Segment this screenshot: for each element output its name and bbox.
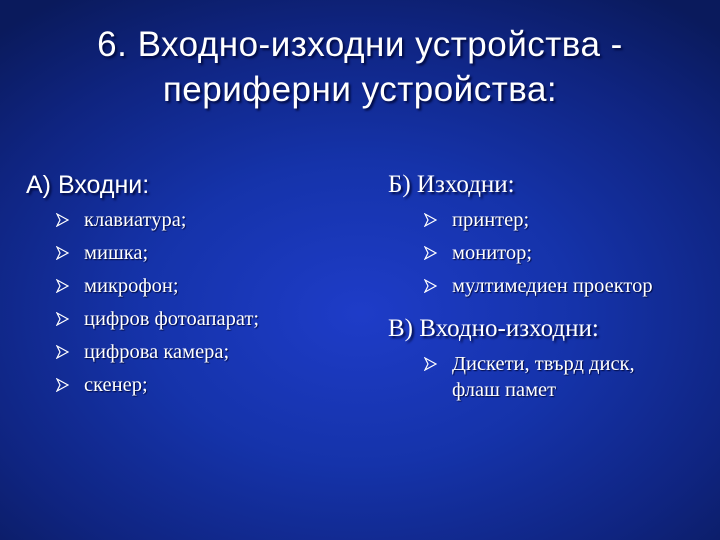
arrow-bullet-icon	[424, 240, 440, 266]
list-item-text: монитор;	[452, 242, 533, 264]
slide-title-line-1: 6. Входно-изходни устройства -	[97, 25, 623, 64]
slide-title	[20, 22, 700, 112]
list-item	[56, 273, 346, 299]
list-item	[424, 207, 714, 233]
list-item	[424, 273, 714, 299]
list-item	[56, 372, 346, 398]
arrow-bullet-icon	[56, 240, 72, 266]
arrow-bullet-icon	[424, 273, 440, 299]
list-item-text: мултимедиен проектор	[452, 275, 653, 297]
arrow-bullet-icon	[56, 339, 72, 365]
input-devices-list	[56, 207, 346, 405]
list-item-text: скенер;	[84, 374, 148, 396]
list-item-text: микрофон;	[84, 275, 179, 297]
arrow-bullet-icon	[56, 306, 72, 332]
list-item	[56, 306, 346, 332]
list-item	[56, 240, 346, 266]
slide-title-line-2: периферни устройства:	[162, 70, 558, 109]
output-devices-heading: Б) Изходни:	[388, 171, 515, 198]
arrow-bullet-icon	[424, 207, 440, 233]
io-devices-list	[424, 351, 674, 410]
list-item	[56, 207, 346, 233]
arrow-bullet-icon	[56, 273, 72, 299]
input-devices-heading: А) Входни:	[26, 171, 150, 199]
arrow-bullet-icon	[424, 351, 440, 377]
list-item	[424, 351, 674, 403]
list-item-text: цифров фотоапарат;	[84, 308, 260, 330]
list-item-text: принтер;	[452, 209, 530, 231]
list-item-text: цифрова камера;	[84, 341, 230, 363]
list-item	[424, 240, 714, 266]
output-devices-list	[424, 207, 714, 306]
list-item-text: Дискети, твърд диск, флаш памет	[452, 353, 635, 401]
arrow-bullet-icon	[56, 207, 72, 233]
arrow-bullet-icon	[56, 372, 72, 398]
io-devices-heading: В) Входно-изходни:	[388, 315, 599, 342]
list-item-text: мишка;	[84, 242, 149, 264]
list-item	[56, 339, 346, 365]
list-item-text: клавиатура;	[84, 209, 187, 231]
